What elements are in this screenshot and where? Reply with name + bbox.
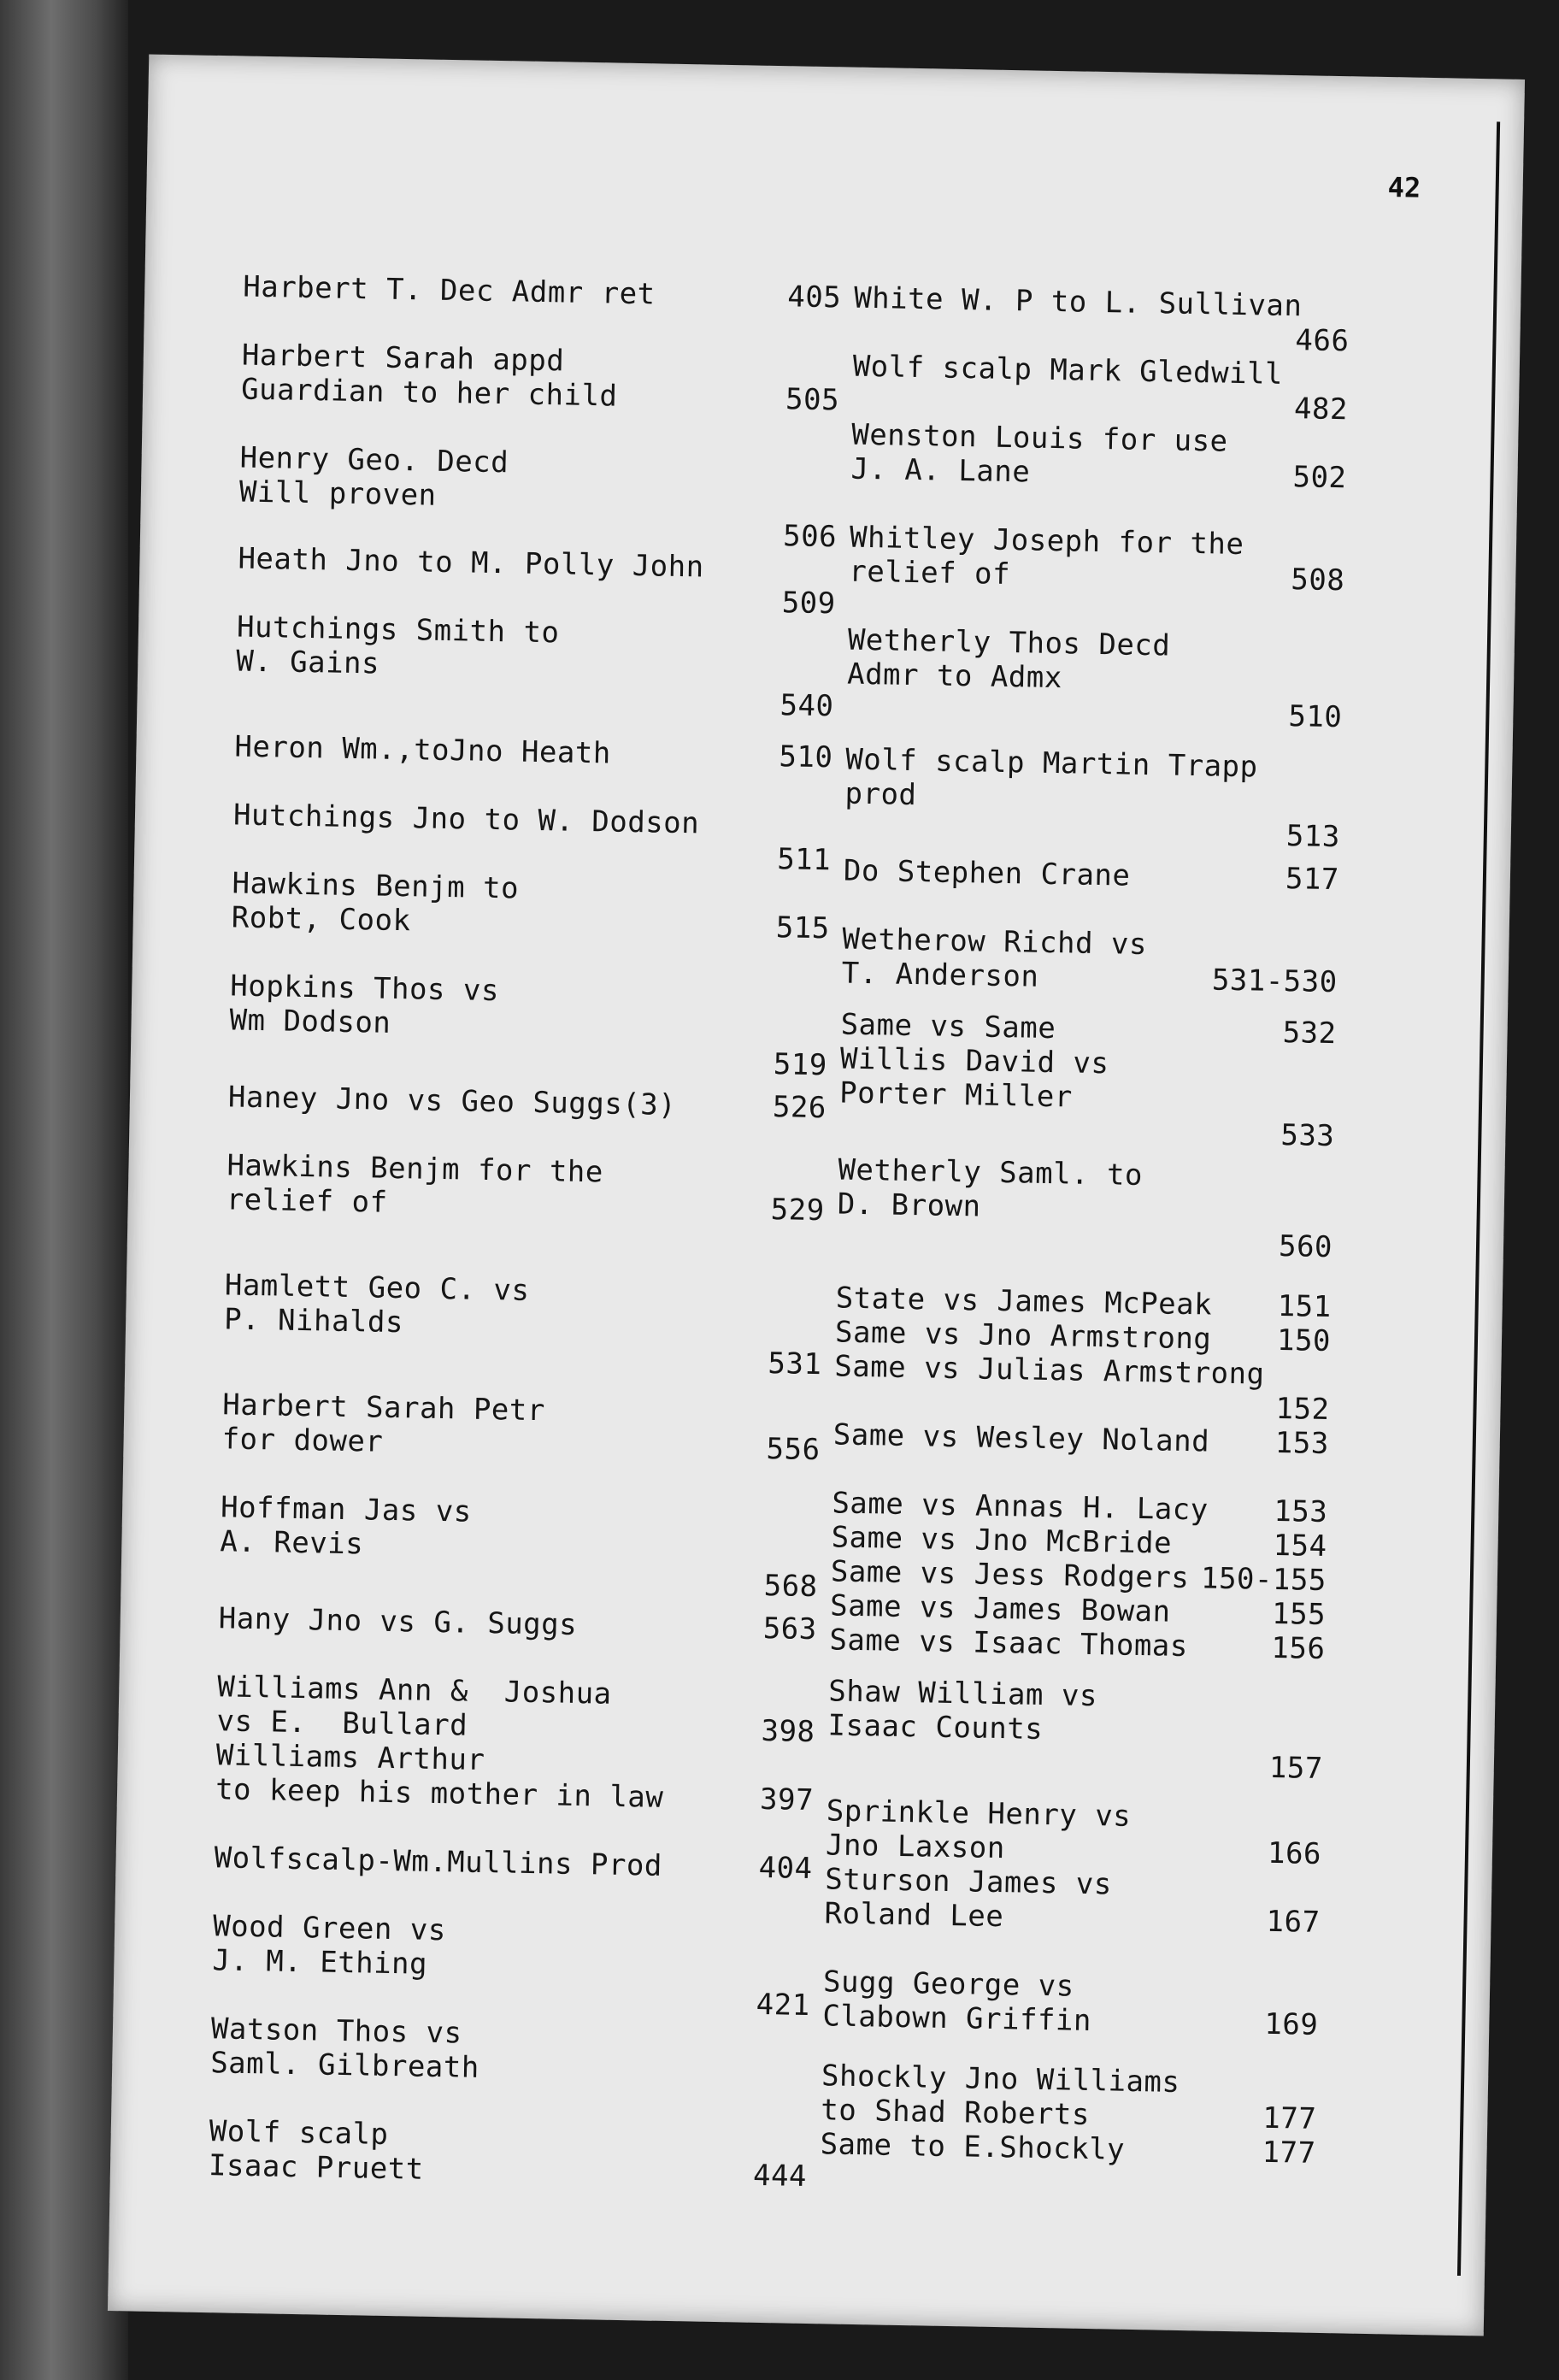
entry-page-ref: 153 — [1274, 1493, 1328, 1530]
entry-text-line: Whitley Joseph for the — [849, 520, 1244, 563]
entry-page-ref: 508 — [1290, 563, 1345, 598]
entry-page-ref: 421 — [756, 1987, 810, 2024]
entry-text-line: relief of — [849, 554, 1011, 592]
entry-text-line: Will proven — [238, 474, 437, 513]
index-entry — [846, 623, 1344, 735]
entry-text-line: Williams Ann & Joshua — [216, 1670, 612, 1711]
entry-text-line: Same to E.Shockly — [820, 2127, 1126, 2167]
entry-page-ref: 397 — [759, 1782, 815, 1818]
entry-text-line: Do Stephen Crane — [843, 853, 1131, 893]
entry-page-ref: 519 — [773, 1047, 828, 1083]
entry-page-ref: 526 — [772, 1090, 827, 1126]
page-edge-shadow — [1457, 121, 1500, 2276]
entry-text-line: Shaw William vs — [828, 1674, 1098, 1714]
entry-page-ref: 517 — [1285, 862, 1340, 898]
page-number: 42 — [1387, 171, 1421, 204]
entry-text-line: Hoffman Jas vs — [220, 1490, 473, 1529]
entry-text-line: for dower — [221, 1422, 384, 1459]
entry-text-line: relief of — [226, 1182, 388, 1220]
index-entry — [221, 1387, 821, 1467]
entry-page-ref: 529 — [770, 1193, 826, 1228]
index-entry — [232, 798, 832, 877]
entry-page-ref: 154 — [1273, 1528, 1327, 1564]
entry-page-ref: 560 — [1278, 1228, 1333, 1265]
entry-text-line: Jno Laxson — [825, 1828, 1006, 1866]
entry-page-ref: 404 — [758, 1850, 813, 1887]
entry-text-line: Admr to Admx — [846, 657, 1063, 696]
entry-page-ref: 513 — [1285, 819, 1341, 855]
index-entry — [237, 541, 836, 621]
entry-text-line: Harbert Sarah Petr — [222, 1387, 546, 1429]
entry-text-line: Hopkins Thos vs — [230, 969, 500, 1009]
index-entry — [219, 1490, 819, 1604]
entry-page-ref: 398 — [761, 1713, 815, 1750]
index-entry — [243, 270, 842, 315]
entry-text-line: Clabown Griffin — [822, 1999, 1092, 2039]
index-entry — [821, 2059, 1317, 2136]
entry-text-line: Same vs Isaac Thomas — [829, 1623, 1189, 1664]
entry-text-line: Heath Jno to M. Polly John — [238, 541, 705, 585]
entry-text-line: Harbert Sarah appd — [241, 338, 565, 379]
entry-text-line: Williams Arthur — [215, 1738, 485, 1778]
entry-text-line: State vs James McPeak — [835, 1281, 1213, 1323]
index-entry — [837, 1152, 1334, 1264]
entry-page-ref: 506 — [782, 519, 838, 555]
entry-text-line: Hamlett Geo C. vs — [224, 1268, 530, 1308]
index-entry — [238, 440, 838, 555]
entry-page-ref: 156 — [1271, 1630, 1326, 1666]
entry-text-line: Same vs Same — [840, 1007, 1056, 1046]
entry-page-ref: 532 — [1282, 1015, 1337, 1052]
entry-page-ref: 151 — [1277, 1288, 1333, 1325]
entry-text-line: Robt, Cook — [231, 900, 411, 939]
index-entry — [853, 281, 1350, 359]
entry-text-line: Hawkins Benjm to — [232, 866, 520, 906]
entry-page-ref: 152 — [1275, 1391, 1330, 1428]
index-entry — [226, 1148, 826, 1262]
entry-text-line: J. A. Lane — [850, 451, 1031, 490]
index-entry — [209, 2114, 808, 2194]
entry-text-line: Hutchings Jno to W. Dodson — [232, 798, 700, 841]
index-entry — [833, 1349, 1330, 1427]
entry-text-line: P. Nihalds — [223, 1302, 404, 1340]
entry-text-line: Wetherow Richd vs — [842, 922, 1148, 963]
entry-text-line: Same vs Julias Armstrong — [833, 1349, 1265, 1392]
entry-text-line: Porter Miller — [838, 1075, 1074, 1115]
entry-text-line: Hawkins Benjm for the — [226, 1148, 604, 1190]
index-entry — [241, 339, 840, 418]
index-entry — [234, 729, 833, 775]
entry-text-line: vs E. Bullard — [216, 1704, 468, 1743]
index-entry — [229, 969, 829, 1082]
entry-text-line: Same vs Jno Armstrong — [834, 1315, 1212, 1357]
entry-text-line: prod — [844, 776, 917, 813]
entry-page-ref: 556 — [766, 1431, 821, 1468]
index-entry — [235, 610, 835, 723]
entry-page-ref: 510 — [1288, 699, 1343, 735]
index-entry — [228, 1080, 827, 1125]
entry-page-ref: 169 — [1264, 2006, 1319, 2042]
entry-page-ref: 510 — [779, 739, 833, 775]
index-entry — [223, 1268, 823, 1381]
entry-text-line: Guardian to her child — [240, 372, 618, 414]
entry-page-ref: 482 — [1293, 392, 1349, 427]
index-entry — [844, 743, 1342, 855]
entry-text-line: Wolf scalp Martin Trapp — [844, 742, 1258, 785]
index-entry — [827, 1674, 1325, 1786]
entry-page-ref: 166 — [1267, 1835, 1322, 1871]
entry-text-line: Hutchings Smith to — [236, 610, 560, 651]
entry-text-line: Watson Thos vs — [210, 2012, 462, 2051]
index-entry — [218, 1601, 817, 1647]
entry-page-ref: 511 — [776, 842, 832, 878]
index-entry — [215, 1738, 815, 1817]
entry-text-line: Shockly Jno Williams — [821, 2059, 1180, 2100]
index-entry — [852, 350, 1349, 427]
entry-text-line: Isaac Counts — [827, 1708, 1044, 1747]
entry-text-line: J. M. Ething — [212, 1943, 428, 1982]
entry-page-ref: 568 — [763, 1568, 818, 1605]
entry-text-line: Heron Wm.,toJno Heath — [234, 729, 612, 771]
index-entry — [214, 1841, 813, 1886]
entry-text-line: Isaac Pruett — [208, 2148, 425, 2187]
index-entry — [211, 1909, 811, 2023]
entry-text-line: Sprinkle Henry vs — [826, 1794, 1132, 1834]
entry-text-line: Same vs Jno McBride — [831, 1520, 1173, 1561]
entry-page-ref: 155 — [1271, 1596, 1327, 1633]
index-column-left — [209, 270, 842, 2194]
entry-page-ref: 515 — [775, 910, 831, 946]
entry-page-ref: 509 — [781, 586, 837, 622]
index-entry — [216, 1670, 815, 1749]
entry-page-ref: 177 — [1262, 2135, 1316, 2171]
entry-page-ref: 531-530 — [1211, 963, 1338, 1000]
entry-text-line: W. Gains — [235, 644, 380, 681]
entry-text-line: to keep his mother in law — [215, 1772, 664, 1815]
index-column-right — [820, 281, 1350, 2171]
entry-page-ref: 533 — [1280, 1117, 1335, 1154]
entry-text-line: Wetherly Thos Decd — [847, 622, 1171, 663]
entry-page-ref: 153 — [1274, 1425, 1330, 1462]
entry-text-line: T. Anderson — [841, 956, 1039, 994]
entry-text-line: Hany Jno vs G. Suggs — [218, 1601, 578, 1642]
index-entry — [838, 1041, 1336, 1153]
entry-page-ref: 466 — [1295, 323, 1350, 359]
entry-page-ref: 157 — [1268, 1750, 1324, 1786]
entry-page-ref: 405 — [786, 280, 842, 315]
entry-text-line: Wm Dodson — [229, 1003, 391, 1040]
entry-text-line: Roland Lee — [824, 1896, 1004, 1935]
entry-page-ref: 502 — [1292, 460, 1347, 496]
entry-text-line: Same vs Jess Rodgers — [830, 1554, 1190, 1596]
entry-text-line: Wenston Louis for use — [850, 417, 1228, 459]
entry-page-ref: 150-155 — [1200, 1561, 1327, 1599]
entry-text-line: Willis David vs — [839, 1041, 1109, 1081]
entry-page-ref: 505 — [785, 382, 840, 418]
entry-page-ref: 177 — [1262, 2100, 1317, 2136]
index-entry — [822, 1965, 1319, 2042]
entry-text-line: Wetherly Saml. to — [838, 1152, 1144, 1193]
entry-text-line: Wolf scalp Mark Gledwill — [852, 349, 1284, 392]
entry-page-ref: 540 — [780, 688, 834, 724]
index-entry — [824, 1862, 1321, 1940]
index-entry — [826, 1794, 1322, 1871]
index-entry — [231, 866, 830, 946]
entry-text-line: D. Brown — [837, 1187, 981, 1224]
entry-text-line: Wood Green vs — [212, 1909, 447, 1948]
index-entry — [844, 854, 1340, 898]
entry-text-line: to Shad Roberts — [821, 2093, 1091, 2133]
entry-text-line: White W. P to L. Sullivan — [853, 280, 1303, 324]
entry-text-line: A. Revis — [220, 1524, 364, 1562]
entry-page-ref: 444 — [752, 2158, 808, 2194]
entry-page-ref: 167 — [1266, 1904, 1321, 1940]
entry-text-line: Haney Jno vs Geo Suggs(3) — [227, 1080, 677, 1122]
entry-text-line: Wolf scalp — [209, 2114, 389, 2153]
entry-text-line: Same vs Wesley Noland — [832, 1417, 1210, 1459]
entry-text-line: Wolfscalp-Wm.Mullins Prod — [214, 1841, 663, 1883]
entry-text-line: Harbert T. Dec Admr ret — [242, 269, 656, 312]
index-entry — [210, 2012, 809, 2091]
entry-page-ref: 150 — [1276, 1323, 1332, 1359]
ledger-page — [108, 54, 1525, 2336]
entry-text-line: Henry Geo. Decd — [239, 440, 509, 480]
index-entry — [850, 418, 1347, 496]
entry-text-line: Sugg George vs — [822, 1965, 1075, 2004]
scanner-border — [0, 0, 128, 2380]
entry-text-line: Sturson James vs — [824, 1862, 1113, 1902]
entry-text-line: Same vs James Bowan — [829, 1588, 1171, 1629]
index-entry — [841, 922, 1338, 1000]
entry-text-line: Saml. Gilbreath — [209, 2046, 480, 2085]
index-entry — [849, 521, 1345, 598]
entry-page-ref: 563 — [762, 1611, 818, 1647]
entry-page-ref: 531 — [768, 1346, 822, 1382]
entry-text-line: Same vs Annas H. Lacy — [832, 1486, 1209, 1528]
